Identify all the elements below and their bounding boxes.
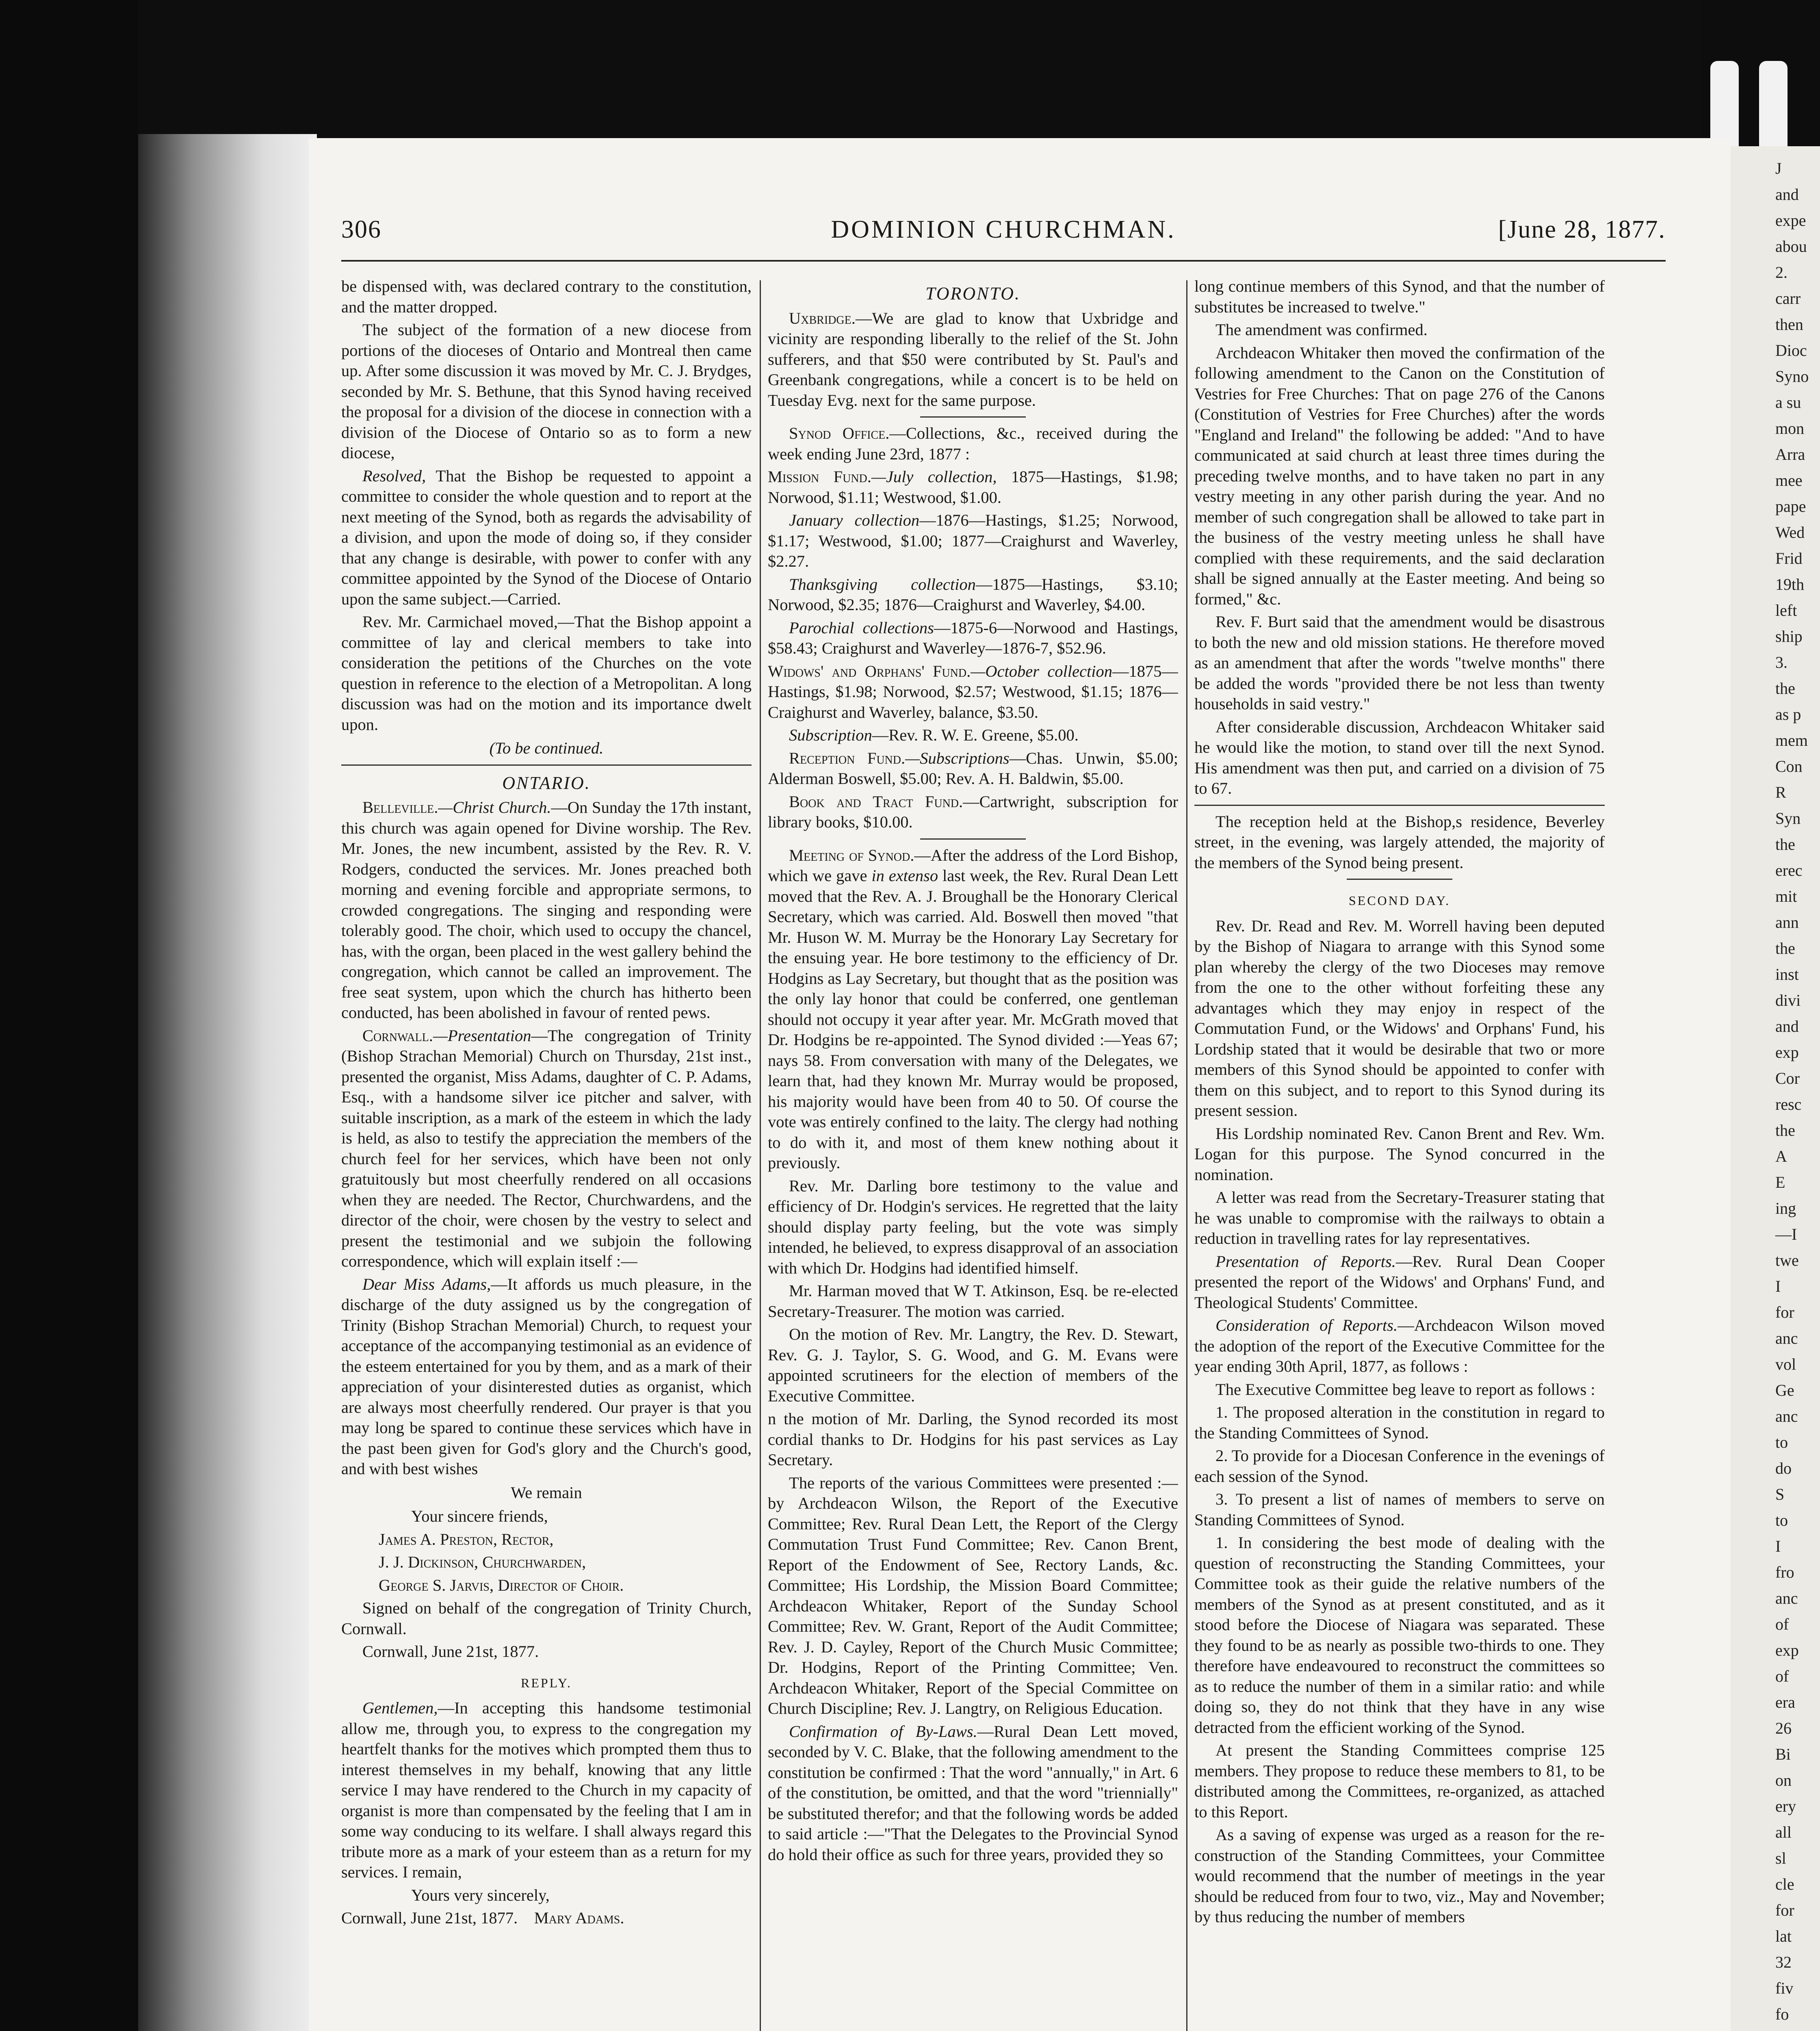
next-page-fragment: S [1775, 1485, 1785, 1503]
paragraph-text: —1876—Hastings, $1.25; Norwood, $1.17; Westwood, $1.00; 1877—Craighurst and Waverley, $2.27. [768, 511, 1178, 570]
paragraph [341, 466, 752, 610]
next-page-fragment: for [1775, 1901, 1794, 1919]
lead-in: Confirmation of By-Laws. [789, 1722, 977, 1741]
next-page-fragment: do [1775, 1459, 1792, 1477]
section-heading-ontario: ONTARIO. [502, 773, 591, 793]
next-page-fragment: ing [1775, 1199, 1796, 1217]
next-page-fragment: left [1775, 601, 1797, 619]
paragraph-text: last week, the Rev. Rural Dean Lett moved that the Rev. A. J. Broughall be the Honorary Clerical Secretary, which was carried. Ald. Boswell then moved "that Mr. Huson W. M. Murray be the Honorary Lay Secretary for the ensuing year. He bore testimony to the efficiency of Dr. Hodgins as Lay Secretary, but thought that as the position was the only lay honor that could be conferred, one gentleman should not occupy it year after year. Mr. McGrath moved that Dr. Hodgins be re-appointed. The Synod divided :—Yeas 67; nays 58. From conversation with many of the Delegates, we learn that, had they known Mr. Murray would be proposed, his majority would have been from 40 to 50. Of course the vote was entirely confined to the laity. The clergy had nothing to do with it, and most of them knew nothing about it previously. [768, 866, 1178, 1172]
paragraph [768, 510, 1178, 572]
next-page-fragment: A [1775, 1147, 1787, 1165]
paragraph [768, 845, 1178, 1174]
next-page-fragment: to [1775, 1433, 1788, 1451]
paragraph: Rev. F. Burt said that the amendment would be disastrous to both the new and old mission stations. He therefore moved as an amendment that after the words "twelve months" there be added the words "provided there be not less than twenty households in said vestry." [1194, 613, 1605, 713]
next-page-fragment: all [1775, 1823, 1792, 1841]
next-page-fragment: and [1775, 1017, 1799, 1035]
next-page-fragment: ship [1775, 627, 1803, 645]
next-page-fragment: pape [1775, 497, 1806, 515]
signature: James A. Preston, Rector, [379, 1530, 554, 1548]
paragraph: Mr. Harman moved that W T. Atkinson, Esq. be re-elected Secretary-Treasurer. The motion was carried. [768, 1282, 1178, 1321]
paragraph [341, 797, 752, 1023]
paragraph-text: —It affords us much pleasure, in the discharge of the duty assigned us by the congregation of Trinity (Bishop Strachan Memorial) Church, to request your acceptance of the accompanying testimonial as an evidence of the esteem entertained for you by them, and as a mark of their appreciation of your disinterested duties as organist, which are always most cheerfully rendered. Our prayer is that you may long be spared to continue these services which have in the past been given for God's glory and the Church's good, and with best wishes [341, 1275, 752, 1478]
paragraph [768, 308, 1178, 411]
paragraph-text: —On Sunday the 17th instant, this church was again opened for Divine worship. The Rev. Mr. Jones, the new incumbent, assisted by the Rev. R. V. Rodgers, conducted the services. Mr. Jones preached both morning and evening forcible and appropriate sermons, to crowded congregations. The singing and responding were tolerably good. The choir, which used to occupy the chancel, has, with the organ, been placed in the west gallery behind the congregation, which cannot be called an improvement. The free seat system, upon which the church has hitherto been conducted, has been abolished in favour of rented pews. [341, 798, 752, 1022]
column-3 [1194, 276, 1605, 2031]
subhead: —July collection, [871, 468, 997, 486]
paragraph: Archdeacon Whitaker then moved the confirmation of the following amendment to the Canon on the Constitution of Vestries for Free Churches: That on page 276 of the Canons (Constitution of Vestries for Free Churches) after the words "England and Ireland" the following be added: "And to have communicated at said church at least three times during the preceding twelve months, and to have taken no part in any vestry meeting in any other parish during the year. And no member of such congregation shall be allowed to take part in the business of the vestry meeting unless he shall have complied with these requirements, and the said declaration shall be signed annually at the Easter meeting. And being so formed," &c. [1194, 343, 1605, 608]
paragraph: n the motion of Mr. Darling, the Synod recorded its most cordial thanks to Dr. Hodgins for his past services as Lay Secretary. [768, 1410, 1178, 1469]
column-rule-2 [1186, 280, 1187, 2031]
section-heading-toronto: TORONTO. [925, 284, 1020, 303]
next-page-fragment: fiv [1775, 1979, 1794, 1997]
lead-in: Mission Fund. [768, 468, 871, 486]
next-page-fragment: fro [1775, 1563, 1794, 1581]
subhead: Thanksgiving collection [789, 575, 976, 593]
lead-in: Book and Tract Fund. [789, 792, 963, 811]
column-1 [341, 276, 752, 2031]
lead-in: Consideration of Reports. [1216, 1316, 1398, 1334]
paragraph: Rev. Mr. Darling bore testimony to the value and efficiency of Dr. Hodgin's services. He regretted that the laity should display party feeling, but the vote was simply intended, he believed, to express disapproval of an association with which Dr. Hodgins had identified himself. [768, 1176, 1178, 1277]
paragraph [768, 1721, 1178, 1865]
paragraph [768, 423, 1178, 464]
place-name: Belleville. [362, 798, 438, 816]
next-page-fragment: 32 [1775, 1953, 1792, 1971]
next-page-fragment: J [1775, 159, 1782, 178]
paragraph-text: —Rural Dean Lett moved, seconded by V. C. Blake, that the following amendment to the constitution be confirmed : That the word "annually," in Art. 6 of the constitution, be omitted, and that the word "triennially" be substituted therefor; and that the following words be added to said article :—"That the Delegates to the Provincial Synod do hold their office as such for three years, provided they so [768, 1722, 1178, 1864]
next-page-fragment: ann [1775, 913, 1799, 931]
paragraph: After considerable discussion, Archdeacon Whitaker said he would like the motion, to stand over till the next Synod. His amendment was then put, and carried on a division of 75 to 67. [1194, 717, 1605, 797]
paragraph [1194, 1252, 1605, 1313]
lead-in: Presentation of Reports. [1216, 1252, 1396, 1271]
paragraph-text: —1875-6—Norwood and Hastings, $58.43; Craighurst and Waverley—1876-7, $52.96. [768, 618, 1178, 657]
next-page-fragment: and [1775, 185, 1799, 204]
section-rule [920, 838, 1026, 840]
church-name: —Christ Church. [438, 798, 551, 816]
newspaper-page [309, 138, 1731, 2031]
next-page-fragment: Bi [1775, 1745, 1791, 1763]
next-page-fragment: a su [1775, 393, 1801, 411]
next-page-fragment: mon [1775, 419, 1805, 437]
paragraph-text: —The congregation of Trinity (Bishop Strachan Memorial) Church on Thursday, 21st inst., presented the organist, Miss Adams, daughter of C. P. Adams, Esq., with a handsome silver ice pitcher and salver, with suitable inscription, as a mark of the esteem in which the lady is held, as also to testify the appreciation the members of the church feel for her services, which have been not only gratuitously but most cheerfully rendered on all occasions when they are needed. The Rector, Churchwardens, and the director of the choir, were chosen by the vestry to select and present the testimonial and we subjoin the following correspondence, which will explain itself :— [341, 1026, 752, 1270]
paragraph-text: —Collections, &c., received during the week ending June 23rd, 1877 : [768, 424, 1178, 463]
next-page-edge [1731, 146, 1820, 2031]
list-item: 1. The proposed alteration in the constitution in regard to the Standing Committees of Synod. [1194, 1403, 1605, 1442]
next-page-fragment: Dioc [1775, 341, 1807, 359]
next-page-fragment: mit [1775, 887, 1797, 905]
next-page-fragment: vol [1775, 1355, 1796, 1373]
next-page-fragment: erec [1775, 861, 1803, 879]
next-page-fragment: I [1775, 1537, 1781, 1555]
list-item: 3. To present a list of names of members to serve on Standing Committees of Synod. [1194, 1490, 1605, 1529]
running-head [341, 215, 1666, 252]
next-page-fragment: 2. [1775, 263, 1788, 281]
paragraph [768, 618, 1178, 659]
issue-date: [June 28, 1877. [1498, 216, 1666, 243]
paragraph [1194, 1315, 1605, 1377]
to-be-continued: (To be continued. [489, 739, 604, 757]
paragraph: Rev. Dr. Read and Rev. M. Worrell having been deputed by the Bishop of Niagara to arrange with this Synod some plan whereby the clergy of the two Dioceses may remove from the one to the other without forfeiting these any advantages which they may enjoy in respect of the Commutation Fund, or the Widows' and Orphans' Fund, his Lordship stated that it would be desirable that two or more members of this Synod should be appointed to confer with them on this subject, and to report to this Synod during its present session. [1194, 916, 1605, 1119]
next-page-fragment: Cor [1775, 1069, 1800, 1087]
paragraph [341, 1274, 752, 1479]
paragraph: The reception held at the Bishop,s residence, Beverley street, in the evening, was largely attended, the majority of the members of the Synod being present. [1194, 812, 1605, 872]
paragraph [768, 574, 1178, 615]
next-page-fragment: inst [1775, 965, 1799, 983]
second-day-heading: SECOND DAY. [1348, 893, 1451, 908]
column-2 [768, 276, 1178, 2031]
page-number: 306 [341, 216, 381, 243]
paragraph [768, 792, 1178, 833]
paragraph-text: —We are glad to know that Uxbridge and vicinity are responding liberally to the relief of the St. John sufferers, and that $50 were contributed by St. Paul's and Greenbank congregations, while a concert is to be held on Tuesday Evg. next for the same purpose. [768, 309, 1178, 409]
section-rule [920, 416, 1026, 418]
dateline: Cornwall, June 21st, 1877. [362, 1642, 539, 1661]
next-page-fragment: Wed [1775, 523, 1805, 541]
reply-heading: REPLY. [520, 1675, 572, 1690]
next-page-fragment: as p [1775, 705, 1801, 723]
next-page-fragment: expe [1775, 211, 1806, 230]
subhead: Subscription [789, 726, 872, 744]
next-page-fragment: Con [1775, 757, 1803, 775]
lead-in: Reception Fund. [789, 749, 906, 767]
next-page-fragment: the [1775, 939, 1795, 957]
publication-title: DOMINION CHURCHMAN. [831, 216, 1176, 243]
paragraph-text: That the Bishop be requested to appoint a committee to consider the whole question and to report at the next meeting of the Synod, both as regards the advisability of a division, and upon the mode of doing so, if they consider that any change is desirable, with power to confer with any committee appointed by the Synod of the Diocese of Ontario upon the same subject.—Carried. [341, 466, 752, 608]
paragraph [768, 661, 1178, 723]
lead-in: Meeting of Synod. [789, 846, 914, 864]
paragraph-text: —Archdeacon Wilson moved the adoption of the report of the Executive Committee for the year ending 30th April, 1877, as follows : [1194, 1316, 1605, 1375]
subhead: —Presentation [433, 1026, 531, 1045]
subhead: —October collection [971, 662, 1112, 680]
closing: Yours very sincerely, [411, 1886, 550, 1904]
next-page-fragment: fo [1775, 2005, 1789, 2023]
paragraph: The amendment was confirmed. [1216, 320, 1428, 339]
paragraph: A letter was read from the Secretary-Treasurer stating that he was unable to compromise with the railways to obtain a reduction in travelling rates for lay representatives. [1194, 1188, 1605, 1247]
next-page-fragment: mee [1775, 471, 1803, 489]
paragraph [768, 748, 1178, 789]
section-rule [1347, 879, 1452, 880]
next-page-fragment: resc [1775, 1095, 1802, 1113]
next-page-fragment: anc [1775, 1329, 1798, 1347]
subhead: January collection [789, 511, 920, 529]
next-page-fragment: the [1775, 835, 1795, 853]
next-page-fragment: 3. [1775, 653, 1788, 671]
paragraph: be dispensed with, was declared contrary to the constitution, and the matter dropped. [341, 277, 752, 316]
subhead: Parochial collections [789, 618, 934, 637]
paragraph: The Executive Committee beg leave to report as follows : [1216, 1380, 1595, 1399]
paragraph [768, 467, 1178, 508]
next-page-fragment: R [1775, 783, 1786, 801]
next-page-fragment: of [1775, 1615, 1789, 1633]
next-page-fragment: carr [1775, 289, 1801, 307]
paragraph-text: —Rev. Rural Dean Cooper presented the report of the Widows' and Orphans' Fund, and Theological Students' Committee. [1194, 1252, 1605, 1312]
next-page-fragment: 26 [1775, 1719, 1792, 1737]
next-page-fragment: for [1775, 1303, 1794, 1321]
signature: J. J. Dickinson, Churchwarden, [379, 1553, 586, 1571]
next-page-fragment: anc [1775, 1589, 1798, 1607]
dateline-text: Cornwall, June 21st, 1877. [341, 1909, 518, 1927]
next-page-fragment: the [1775, 1121, 1795, 1139]
paragraph: The reports of the various Committees were presented :—by Archdeacon Wilson, the Report of the Executive Committee; Rev. Rural Dean Lett, the Report of the Clergy Commutation Trust Fund Committee; Rev. Canon Brent, Report of the Endowment of See, Rectory Lands, &c. Committee; His Lordship, the Mission Board Committee; Archdeacon Whitaker, Report of the Sunday School Committee; Rev. W. Grant, Report of the Audit Committee; Rev. J. D. Cayley, Report of the Church Music Committee; Dr. Hodgins, Report of the Printing Committee; Ven. Archdeacon Whitaker, Report of the Special Committee on Church Discipline; Rev. J. Langtry, on Religious Education. [768, 1473, 1178, 1717]
next-page-fragment: I [1775, 1277, 1781, 1295]
column-rule-1 [760, 280, 761, 2031]
salutation: Dear Miss Adams, [362, 1275, 491, 1293]
next-page-fragment: E [1775, 1173, 1785, 1191]
next-page-fragment: era [1775, 1693, 1795, 1711]
header-rule [341, 260, 1666, 262]
next-page-fragment: Syno [1775, 367, 1809, 385]
paragraph-text: —Rev. R. W. E. Greene, $5.00. [872, 726, 1079, 744]
next-page-fragment: divi [1775, 991, 1801, 1009]
paragraph: Rev. Mr. Carmichael moved,—That the Bishop appoint a committee of lay and clerical members to take into consideration the petitions of the Churches on the vote question in reference to the election of a Metropolitan. A long discussion was had on the motion and its importance dwelt upon. [341, 613, 752, 734]
next-page-fragment: Syn [1775, 809, 1801, 827]
paragraph: On the motion of Rev. Mr. Langtry, the Rev. D. Stewart, Rev. G. J. Taylor, S. G. Wood, and G. M. Evans were appointed scrutineers for the election of members of the Executive Committee. [768, 1325, 1178, 1405]
signature: George S. Jarvis, Director of Choir. [379, 1576, 624, 1594]
list-item: 1. In considering the best mode of dealing with the question of reconstructing the Standing Committees, your Committee took as their guide the relative numbers of the members of the Synod as at present constituted, and as it stood before the Diocese of Niagara was separated. These they found to be as nearly as possible two-thirds to one. They therefore have endeavoured to reconstruct the committees so as to reduce the number of them in a similar ratio: and while doing so, they do not think that they have in any wise detracted from the efficient working of the Synod. [1194, 1533, 1605, 1737]
paragraph-text: —In accepting this handsome testimonial allow me, through you, to express to the congregation my heartfelt thanks for the motives which prompted them thus to interest themselves in my behalf, knowing that any little service I may have rendered to the Church in my capacity of organist is more than compensated by the feeling that I am in some way conducing to its welfare. I shall always regard this tribute more as a mark of your esteem than as a return for my services. I remain, [341, 1699, 752, 1881]
paragraph-text: 1875—Hastings, $1.98; Norwood, $1.11; Westwood, $1.00. [768, 468, 1178, 507]
next-page-fragment: on [1775, 1771, 1792, 1789]
latin-phrase: in extenso [871, 866, 938, 885]
place-name: Cornwall. [362, 1026, 433, 1045]
film-edge-left [0, 0, 138, 2031]
paragraph-text: —Chas. Unwin, $5.00; Alderman Boswell, $5.00; Rev. A. H. Baldwin, $5.00. [768, 749, 1178, 788]
next-page-fragment: ery [1775, 1797, 1796, 1815]
lead-in: Widows' and Orphans' Fund. [768, 662, 971, 680]
paragraph: At present the Standing Committees comprise 125 members. They propose to reduce these members to 81, to be distributed among the Committees, re-organized, as attached to this Report. [1194, 1741, 1605, 1821]
signature: Mary Adams. [534, 1909, 624, 1927]
closing: Your sincere friends, [411, 1507, 548, 1525]
next-page-fragment: sl [1775, 1849, 1786, 1867]
list-item: 2. To provide for a Diocesan Conference in the evenings of each session of the Synod. [1194, 1446, 1605, 1485]
subhead: —Subscriptions [905, 749, 1010, 767]
next-page-fragment: Frid [1775, 549, 1803, 567]
paragraph [768, 725, 1178, 746]
paragraph: Signed on behalf of the congregation of Trinity Church, Cornwall. [341, 1599, 752, 1638]
lead-in: Synod Office. [789, 424, 890, 442]
next-page-fragment: exp [1775, 1641, 1799, 1659]
next-page-fragment: of [1775, 1667, 1789, 1685]
next-page-fragment: to [1775, 1511, 1788, 1529]
dateline [341, 1908, 752, 1929]
section-rule [1194, 805, 1605, 806]
paragraph: long continue members of this Synod, and that the number of substitutes be increased to twelve." [1194, 277, 1605, 316]
paragraph: As a saving of expense was urged as a reason for the re-construction of the Standing Committees, your Committee would recommend that the number of meetings in the year should be reduced from four to two, viz., May and November; by thus reducing the number of members [1194, 1825, 1605, 1926]
next-page-fragment: —I [1775, 1225, 1797, 1243]
next-page-fragment: abou [1775, 237, 1807, 255]
paragraph-text: —1875—Hastings, $1.98; Norwood, $2.57; Westwood, $1.15; 1876—Craighurst and Waverley, balance, $3.50. [768, 662, 1178, 721]
paragraph: The subject of the formation of a new diocese from portions of the dioceses of Ontario and Montreal then came up. After some discussion it was moved by Mr. C. J. Brydges, seconded by Mr. S. Bethune, that this Synod having received the proposal for a division of the diocese in connection with a division of the Diocese of Ontario so as to form a new diocese, [341, 320, 752, 462]
section-rule [341, 764, 752, 766]
next-page-fragment: the [1775, 679, 1795, 697]
next-page-fragment: lat [1775, 1927, 1792, 1945]
salutation: Gentlemen, [362, 1699, 438, 1717]
next-page-fragment: twe [1775, 1251, 1799, 1269]
next-page-fragment: mem [1775, 731, 1808, 749]
paragraph-text: —After the address of the Lord Bishop, which we gave [768, 846, 1178, 885]
next-page-fragment: 19th [1775, 575, 1805, 593]
paragraph-text: —Cartwright, subscription for library books, $10.00. [768, 792, 1178, 831]
paragraph [341, 1026, 752, 1272]
next-page-fragment: Ge [1775, 1381, 1794, 1399]
next-page-fragment: Arra [1775, 445, 1805, 463]
paragraph [341, 1698, 752, 1883]
paragraph: His Lordship nominated Rev. Canon Brent and Rev. Wm. Logan for this purpose. The Synod concurred in the nomination. [1194, 1124, 1605, 1184]
next-page-fragment: cle [1775, 1875, 1794, 1893]
next-page-fragment: anc [1775, 1407, 1798, 1425]
page-binding-shadow [138, 134, 317, 2031]
next-page-fragment: then [1775, 315, 1803, 333]
resolved-label: Resolved, [362, 466, 426, 485]
paragraph-text: —1875—Hastings, $3.10; Norwood, $2.35; 1876—Craighurst and Waverley, $4.00. [768, 575, 1178, 614]
place-name: Uxbridge. [789, 309, 856, 327]
closing: We remain [511, 1483, 582, 1502]
next-page-fragment: exp [1775, 1043, 1799, 1061]
